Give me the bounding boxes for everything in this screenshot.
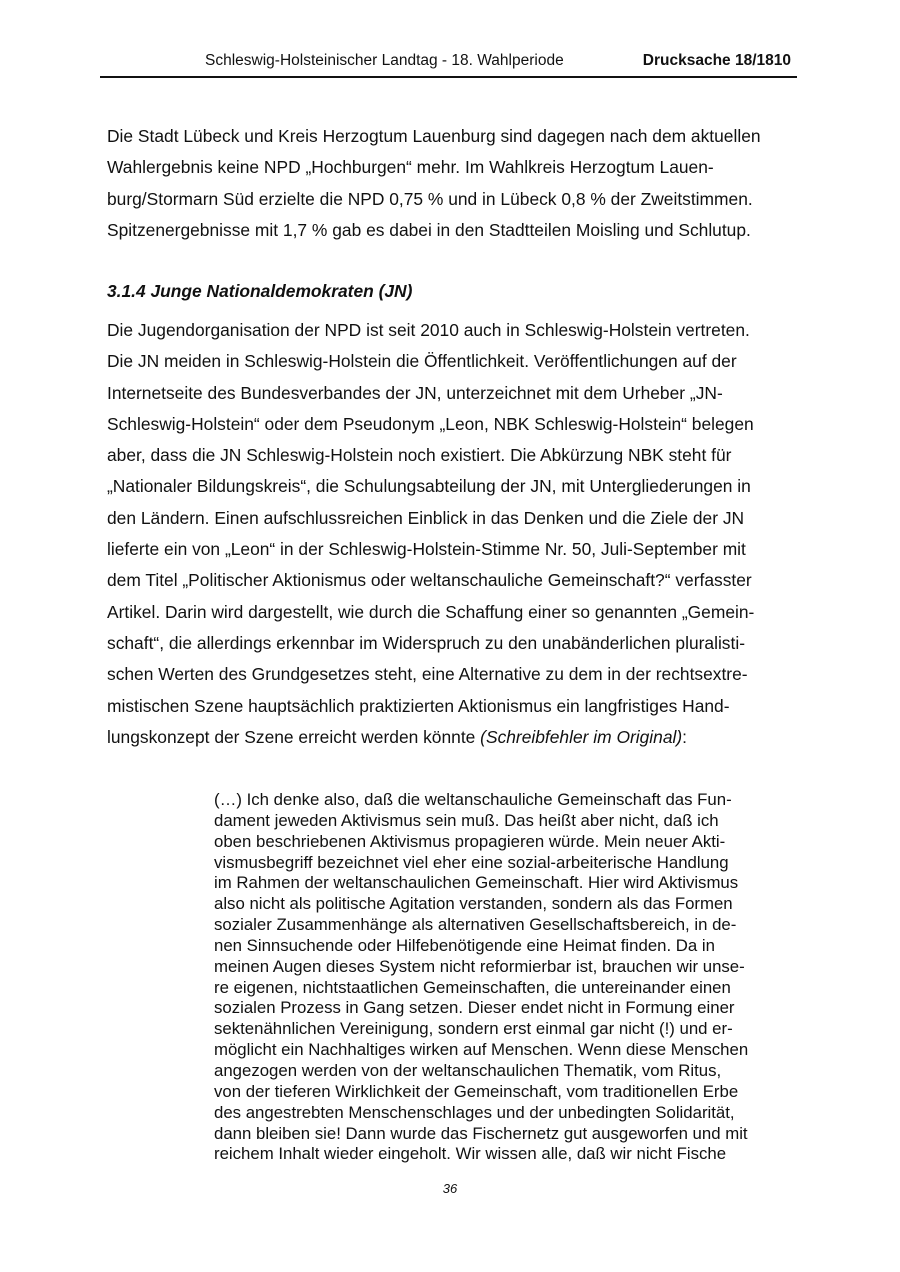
quote-line: dament jeweden Aktivismus sein muß. Das heißt aber nicht, daß ich bbox=[214, 810, 719, 830]
header-divider bbox=[100, 76, 797, 78]
quote-line: sozialer Zusammenhänge als alternativen Gesellschaftsbereich, in de- bbox=[214, 915, 737, 935]
quote-line: also nicht als politische Agitation verstanden, sondern als das Formen bbox=[214, 894, 733, 914]
text-line: aber, dass die JN Schleswig-Holstein noch existiert. Die Abkürzung NBK steht für bbox=[107, 445, 732, 466]
quote-line: sozialen Prozess in Gang setzen. Dieser endet nicht in Formung einer bbox=[214, 998, 735, 1018]
text-line: Die JN meiden in Schleswig-Holstein die Öffentlichkeit. Veröffentlichungen auf der bbox=[107, 351, 737, 372]
text-line: schaft“, die allerdings erkennbar im Widerspruch zu den unabänderlichen pluralisti- bbox=[107, 632, 745, 653]
block-quote bbox=[214, 790, 794, 1165]
quote-line: möglicht ein Nachhaltiges wirken auf Menschen. Wenn diese Menschen bbox=[214, 1040, 749, 1060]
text-line: Internetseite des Bundesverbandes der JN, unterzeichnet mit dem Urheber „JN- bbox=[107, 382, 723, 403]
quote-line: im Rahmen der weltanschaulichen Gemeinschaft. Hier wird Aktivismus bbox=[214, 873, 739, 893]
section-heading: 3.1.4 Junge Nationaldemokraten (JN) bbox=[107, 281, 413, 301]
text-line: Artikel. Darin wird dargestellt, wie durch die Schaffung einer so genannten „Gemein- bbox=[107, 601, 755, 622]
paragraph-jn bbox=[107, 315, 797, 753]
text-line: Die Jugendorganisation der NPD ist seit 2010 auch in Schleswig-Holstein vertreten. bbox=[107, 320, 750, 340]
text-line: schen Werten des Grundgesetzes steht, eine Alternative zu dem in der rechtsextre- bbox=[107, 664, 748, 685]
text-fragment: : bbox=[682, 726, 688, 747]
quote-line: angezogen werden von der weltanschaulichen Thematik, vom Ritus, bbox=[214, 1060, 722, 1080]
quote-line: meinen Augen dieses System nicht reformierbar ist, brauchen wir unse- bbox=[214, 956, 745, 976]
quote-line: reichem Inhalt wieder eingeholt. Wir wissen alle, daß wir nicht Fische bbox=[214, 1144, 727, 1164]
quote-line: vismusbegriff bezeichnet viel eher eine sozial-arbeiterische Handlung bbox=[214, 852, 729, 872]
page-header bbox=[100, 50, 797, 74]
quote-line: oben beschriebenen Aktivismus propagieren würde. Mein neuer Akti- bbox=[214, 831, 726, 851]
quote-line: re eigenen, nichtstaatlichen Gemeinschaften, die untereinander einen bbox=[214, 977, 731, 997]
document-number: Drucksache 18/1810 bbox=[642, 52, 791, 69]
text-line: „Nationaler Bildungskreis“, die Schulungsabteilung der JN, mit Untergliederungen in bbox=[107, 476, 751, 497]
text-line-last bbox=[107, 722, 797, 753]
text-line: mistischen Szene hauptsächlich praktizierten Aktionismus ein langfristiges Hand- bbox=[107, 695, 730, 716]
text-line: Spitzenergebnisse mit 1,7 % gab es dabei in den Stadtteilen Moisling und Schlutup. bbox=[107, 219, 751, 240]
text-fragment: lungskonzept der Szene erreicht werden könnte bbox=[107, 726, 481, 747]
editorial-note: (Schreibfehler im Original) bbox=[480, 726, 683, 747]
header-title: Schleswig-Holsteinischer Landtag - 18. Wahlperiode bbox=[205, 52, 564, 69]
quote-line: nen Sinnsuchende oder Hilfebenötigende eine Heimat finden. Da in bbox=[214, 935, 715, 955]
text-line: lieferte ein von „Leon“ in der Schleswig-Holstein-Stimme Nr. 50, Juli-September mit bbox=[107, 539, 746, 560]
text-line: den Ländern. Einen aufschlussreichen Einblick in das Denken und die Ziele der JN bbox=[107, 507, 745, 528]
text-line: Schleswig-Holstein“ oder dem Pseudonym „Leon, NBK Schleswig-Holstein“ belegen bbox=[107, 413, 754, 434]
paragraph-election-results bbox=[107, 121, 797, 246]
quote-line: sektenähnlichen Vereinigung, sondern erst einmal gar nicht (!) und er- bbox=[214, 1019, 733, 1039]
page-number: 36 bbox=[442, 1181, 458, 1196]
quote-line: dann bleiben sie! Dann wurde das Fischernetz gut ausgeworfen und mit bbox=[214, 1123, 748, 1143]
text-line: burg/Stormarn Süd erzielte die NPD 0,75 % und in Lübeck 0,8 % der Zweitstimmen. bbox=[107, 188, 753, 209]
text-line: dem Titel „Politischer Aktionismus oder weltanschauliche Gemeinschaft?“ verfasster bbox=[107, 570, 752, 591]
quote-line: (…) Ich denke also, daß die weltanschauliche Gemeinschaft das Fun- bbox=[214, 790, 732, 809]
text-line: Die Stadt Lübeck und Kreis Herzogtum Lauenburg sind dagegen nach dem aktuellen bbox=[107, 126, 761, 146]
quote-line: von der tieferen Wirklichkeit der Gemeinschaft, vom traditionellen Erbe bbox=[214, 1081, 739, 1101]
quote-line: des angestrebten Menschenschlages und der unbedingten Solidarität, bbox=[214, 1102, 735, 1122]
text-line: Wahlergebnis keine NPD „Hochburgen“ mehr. Im Wahlkreis Herzogtum Lauen- bbox=[107, 157, 714, 178]
